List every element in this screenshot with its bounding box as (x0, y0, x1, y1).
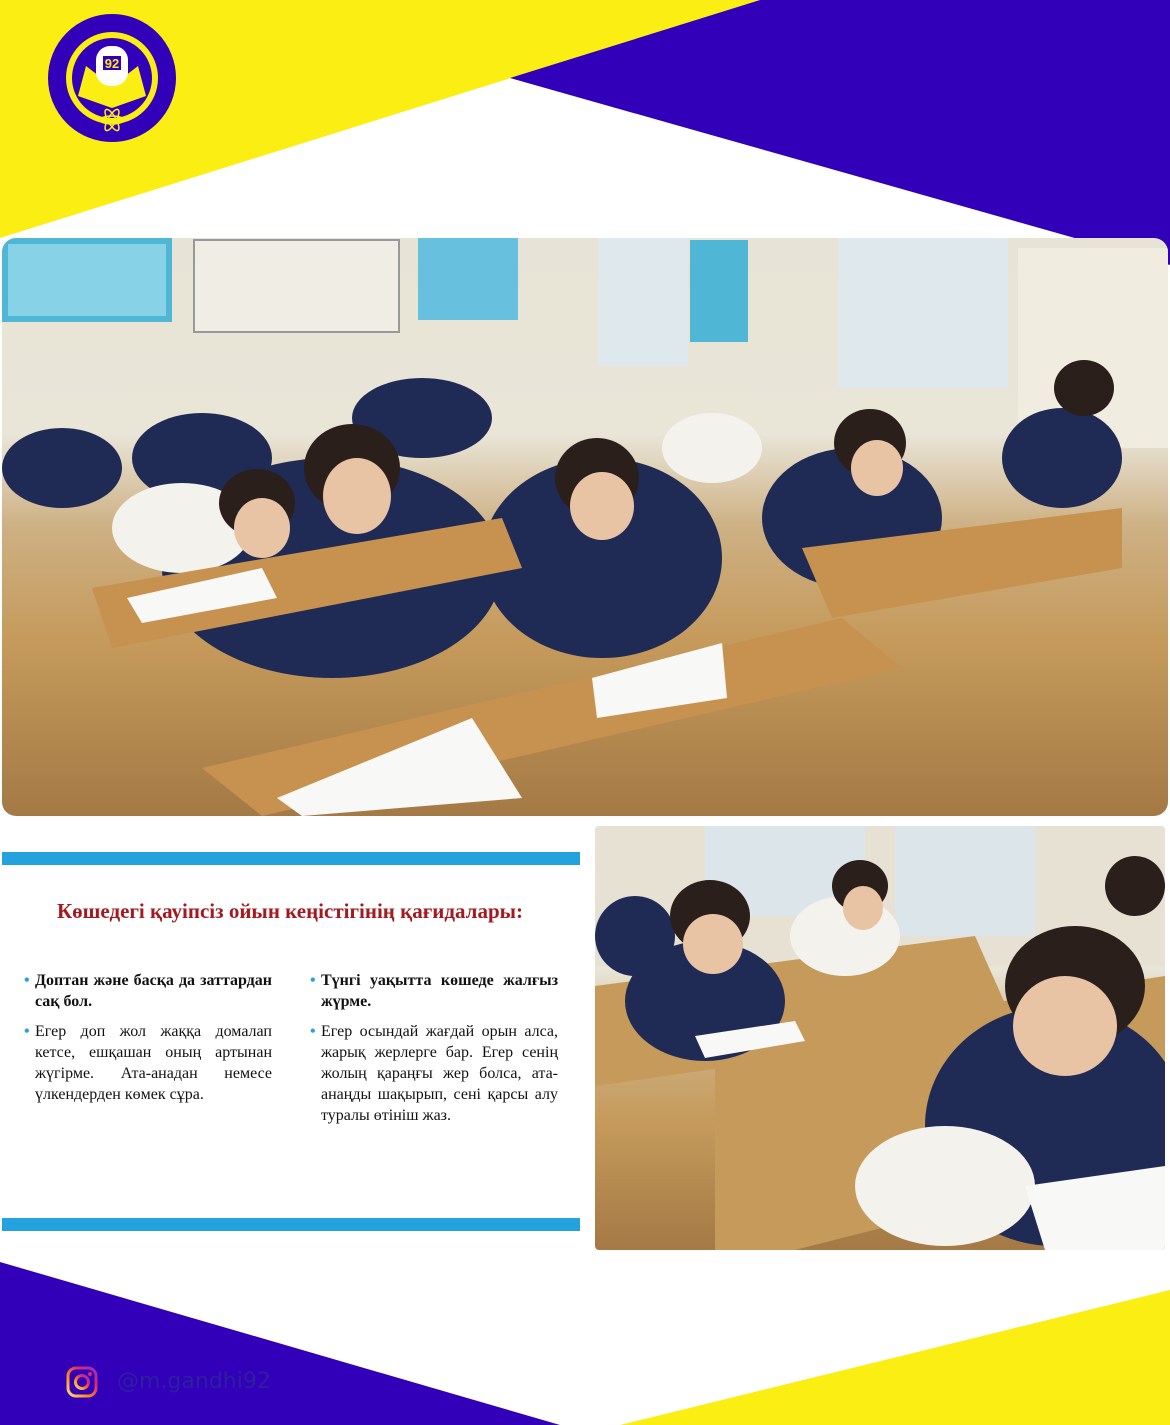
rules-title: Көшедегі қауіпсіз ойын кеңістігінің қағидалары: (56, 899, 524, 923)
instagram-icon[interactable] (66, 1366, 98, 1398)
classroom-students-writing-photo (2, 238, 1168, 816)
classroom-students-close-up-photo (595, 826, 1165, 1250)
rule-item: • Егер доп жол жаққа домалап кетсе, ешқашан оның артынан жүгірме. Ата-анадан немесе үлкендерден көмек сұра. (24, 1021, 272, 1105)
rule-item: • Доптан және басқа да заттардан сақ бол. (24, 970, 272, 1012)
svg-text:92: 92 (104, 56, 120, 71)
instagram-handle[interactable]: @m.gandhi92 (117, 1369, 271, 1394)
divider-top (2, 852, 580, 865)
rules-right-column (310, 970, 558, 1135)
rules-left-column (24, 970, 272, 1114)
school-emblem-logo (30, 0, 195, 160)
divider-bottom (2, 1218, 580, 1231)
rule-item: • Түнгі уақытта көшеде жалғыз жүрме. (310, 970, 558, 1012)
rule-item: • Егер осындай жағдай орын алса, жарық жерлерге бар. Егер сенің жолың қараңғы жер болса, ата-анаңды шақырып, сені қарсы алу туралы өтініш жаз. (310, 1021, 558, 1126)
